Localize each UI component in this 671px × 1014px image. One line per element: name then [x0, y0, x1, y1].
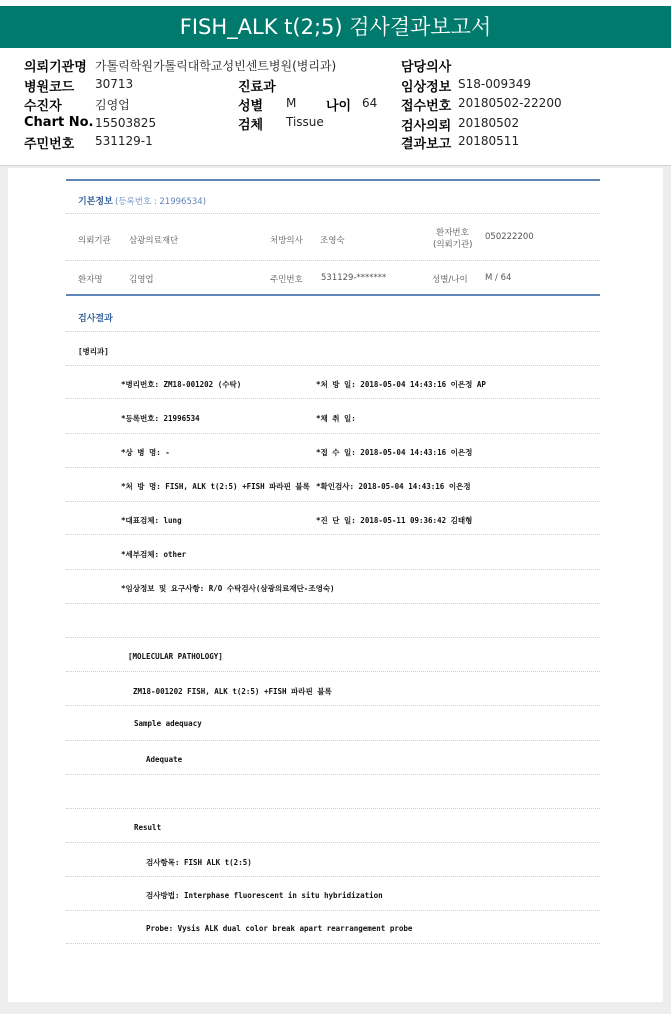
divider: [66, 671, 600, 672]
diagnosis-date: *진 단 일: 2018-05-11 09:36:42 김태형: [316, 516, 473, 525]
report-title-bar: [0, 6, 671, 48]
patient-no-sublabel: (의뢰기관): [433, 240, 473, 250]
rrn-label: 주민번호: [24, 137, 75, 152]
institution-value: 가톨릭학원가톨릭대학교성빈센트병원(병리과): [95, 59, 337, 73]
sex-age-value: M / 64: [485, 273, 512, 283]
dept-label: 진료과: [238, 80, 276, 95]
clinical-info-label: 임상정보: [401, 80, 452, 95]
inst-label: 의뢰기관: [78, 236, 111, 246]
dept-bracket: [병리과]: [78, 347, 109, 356]
request-label: 검사의뢰: [401, 119, 452, 134]
divider: [66, 910, 600, 911]
rrn-value: 531129-1: [95, 134, 153, 148]
divider: [66, 876, 600, 877]
divider: [66, 774, 600, 775]
divider: [66, 534, 600, 535]
inst-value: 삼광의료재단: [129, 236, 179, 246]
case-line: ZM18-001202 FISH, ALK t(2:5) +FISH 파라핀 블록: [133, 687, 332, 696]
divider: [66, 808, 600, 809]
hospital-code-value: 30713: [95, 77, 134, 91]
rx-doctor-label: 처방의사: [270, 236, 303, 246]
diagnosis-name: *상 병 명: -: [121, 448, 170, 457]
reception-value: 20180502-22200: [458, 96, 562, 110]
test-method: 검사방법: Interphase fluorescent in situ hybridization: [146, 891, 383, 900]
result-report-label: 결과보고: [401, 137, 452, 152]
patient-no-label: 환자번호: [436, 228, 469, 238]
result-report-value: 20180511: [458, 134, 520, 148]
reception-label: 접수번호: [401, 99, 452, 114]
divider: [66, 501, 600, 502]
rrn-label-2: 주민번호: [270, 275, 303, 285]
test-item: 검사항목: FISH ALK t(2:5): [146, 858, 252, 867]
prescription-name: *처 방 명: FISH, ALK t(2:5) +FISH 파라핀 블록: [121, 482, 310, 491]
age-value: 64: [362, 96, 378, 110]
report-title: FISH_ALK t(2;5) 검사결과보고서: [179, 15, 492, 39]
chart-value: 15503825: [95, 116, 157, 130]
institution-label: 의뢰기관명: [24, 60, 87, 75]
age-label: 나이: [326, 99, 352, 114]
sub-specimen: *세부검체: other: [121, 550, 187, 559]
divider: [66, 467, 600, 468]
divider: [66, 365, 600, 366]
divider: [66, 213, 600, 214]
doctor-label: 담당의사: [401, 60, 452, 75]
sex-age-label: 성별/나이: [432, 275, 468, 285]
patient-name-label: 환자명: [78, 275, 103, 285]
prescription-date: *처 방 일: 2018-05-04 14:43:16 이은정 AP: [316, 380, 486, 389]
clinical-info-value: S18-009349: [458, 77, 532, 91]
sex-label: 성별: [238, 99, 264, 114]
divider: [66, 398, 600, 399]
request-value: 20180502: [458, 116, 520, 130]
rx-doctor-value: 조영숙: [320, 236, 345, 246]
divider-blue: [66, 294, 600, 296]
divider: [66, 331, 600, 332]
divider: [66, 603, 600, 604]
report-scan: [8, 168, 663, 1002]
sex-value: M: [286, 96, 297, 110]
chart-label: Chart No.: [24, 115, 94, 130]
patient-value: 김영업: [95, 98, 130, 112]
patient-header: [0, 48, 671, 166]
sample-adequacy: Sample adequacy: [134, 719, 202, 728]
specimen-value: Tissue: [286, 115, 324, 129]
reception-date: *접 수 일: 2018-05-04 14:43:16 이은정: [316, 448, 473, 457]
divider: [66, 943, 600, 944]
probe-line: Probe: Vysis ALK dual color break apart rearrangement probe: [146, 924, 413, 933]
divider: [66, 569, 600, 570]
divider: [66, 740, 600, 741]
pathology-number: *병리번호: ZM18-001202 (수탁): [121, 380, 242, 389]
basic-info-reg: (등록번호 : 21996534): [115, 197, 207, 207]
patient-label: 수진자: [24, 99, 62, 114]
clinical-request: *임상정보 및 요구사항: R/O 수탁검사(삼광의료재단-조영숙): [121, 584, 335, 593]
divider: [66, 842, 600, 843]
divider: [66, 705, 600, 706]
confirm-date: *확인검사: 2018-05-04 14:43:16 이은정: [316, 482, 471, 491]
patient-no-value: 050222200: [485, 232, 534, 242]
rrn-value-2: 531129-*******: [321, 273, 387, 283]
specimen-label: 검체: [238, 118, 264, 133]
result-title: 검사결과: [78, 314, 113, 324]
divider: [66, 260, 600, 261]
divider: [66, 433, 600, 434]
collection-date: *채 취 일:: [316, 414, 356, 423]
patient-name-value: 김영업: [129, 275, 154, 285]
divider: [66, 637, 600, 638]
basic-info-title: 기본정보: [78, 197, 113, 207]
molecular-heading: [MOLECULAR PATHOLOGY]: [128, 652, 223, 661]
representative-specimen: *대표검체: lung: [121, 516, 182, 525]
result-heading: Result: [134, 823, 162, 832]
divider-top: [66, 179, 600, 181]
adequate-value: Adequate: [146, 755, 183, 764]
registration-number: *등록번호: 21996534: [121, 414, 200, 423]
hospital-code-label: 병원코드: [24, 80, 75, 95]
